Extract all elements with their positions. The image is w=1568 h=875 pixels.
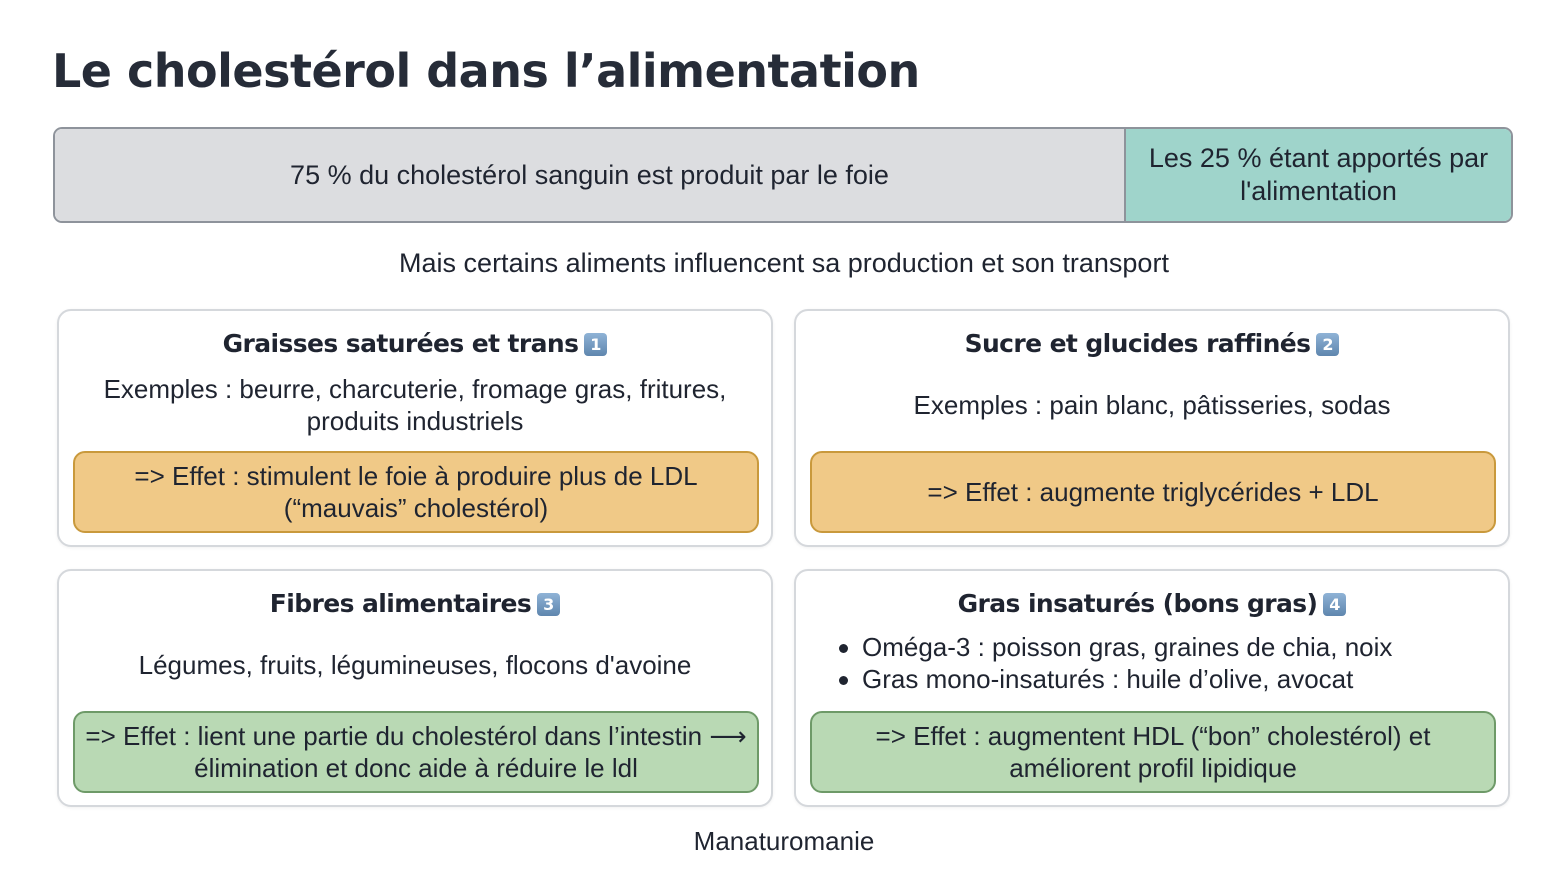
card-title-text: Gras insaturés (bons gras) [957, 589, 1318, 618]
card-refined-sugars [794, 309, 1510, 547]
list-item: Gras mono-insaturés : huile d’olive, avocat [836, 663, 1392, 695]
effect-box-negative: => Effet : augmente triglycérides + LDL [810, 451, 1496, 533]
subtitle: Mais certains aliments influencent sa production et son transport [399, 248, 1169, 278]
cholesterol-source-bar [53, 127, 1513, 223]
card-unsaturated-fats [794, 569, 1510, 807]
card-title [796, 329, 1508, 358]
effect-box-positive: => Effet : augmentent HDL (“bon” cholestérol) et améliorent profil lipidique [810, 711, 1496, 793]
number-1-icon: 1 [584, 333, 607, 356]
card-description: Légumes, fruits, légumineuses, flocons d'avoine [138, 650, 692, 680]
card-title [59, 589, 771, 618]
card-title [796, 589, 1508, 618]
number-2-icon: 2 [1316, 333, 1339, 356]
number-4-icon: 4 [1323, 593, 1346, 616]
food-share-segment: Les 25 % étant apportés par l'alimentation [1126, 129, 1511, 221]
effect-box-negative: => Effet : stimulent le foie à produire plus de LDL (“mauvais” cholestérol) [73, 451, 759, 533]
card-dietary-fibers [57, 569, 773, 807]
liver-share-segment: 75 % du cholestérol sanguin est produit par le foie [55, 129, 1126, 221]
bullet-list [836, 631, 1392, 695]
card-saturated-fats [57, 309, 773, 547]
effect-box-positive: => Effet : lient une partie du cholestérol dans l’intestin ⟶ élimination et donc aide à réduire le ldl [73, 711, 759, 793]
number-3-icon: 3 [537, 593, 560, 616]
card-title [59, 329, 771, 358]
list-item: Oméga-3 : poisson gras, graines de chia, noix [836, 631, 1392, 663]
card-title-text: Sucre et glucides raffinés [964, 329, 1311, 358]
footer-credit: Manaturomanie [693, 826, 875, 856]
card-title-text: Graisses saturées et trans [222, 329, 579, 358]
card-description: Exemples : beurre, charcuterie, fromage gras, fritures, produits industriels [103, 374, 727, 436]
page-title: Le cholestérol dans l’alimentation [52, 44, 920, 98]
card-description: Exemples : pain blanc, pâtisseries, sodas [913, 390, 1391, 420]
card-title-text: Fibres alimentaires [269, 589, 532, 618]
